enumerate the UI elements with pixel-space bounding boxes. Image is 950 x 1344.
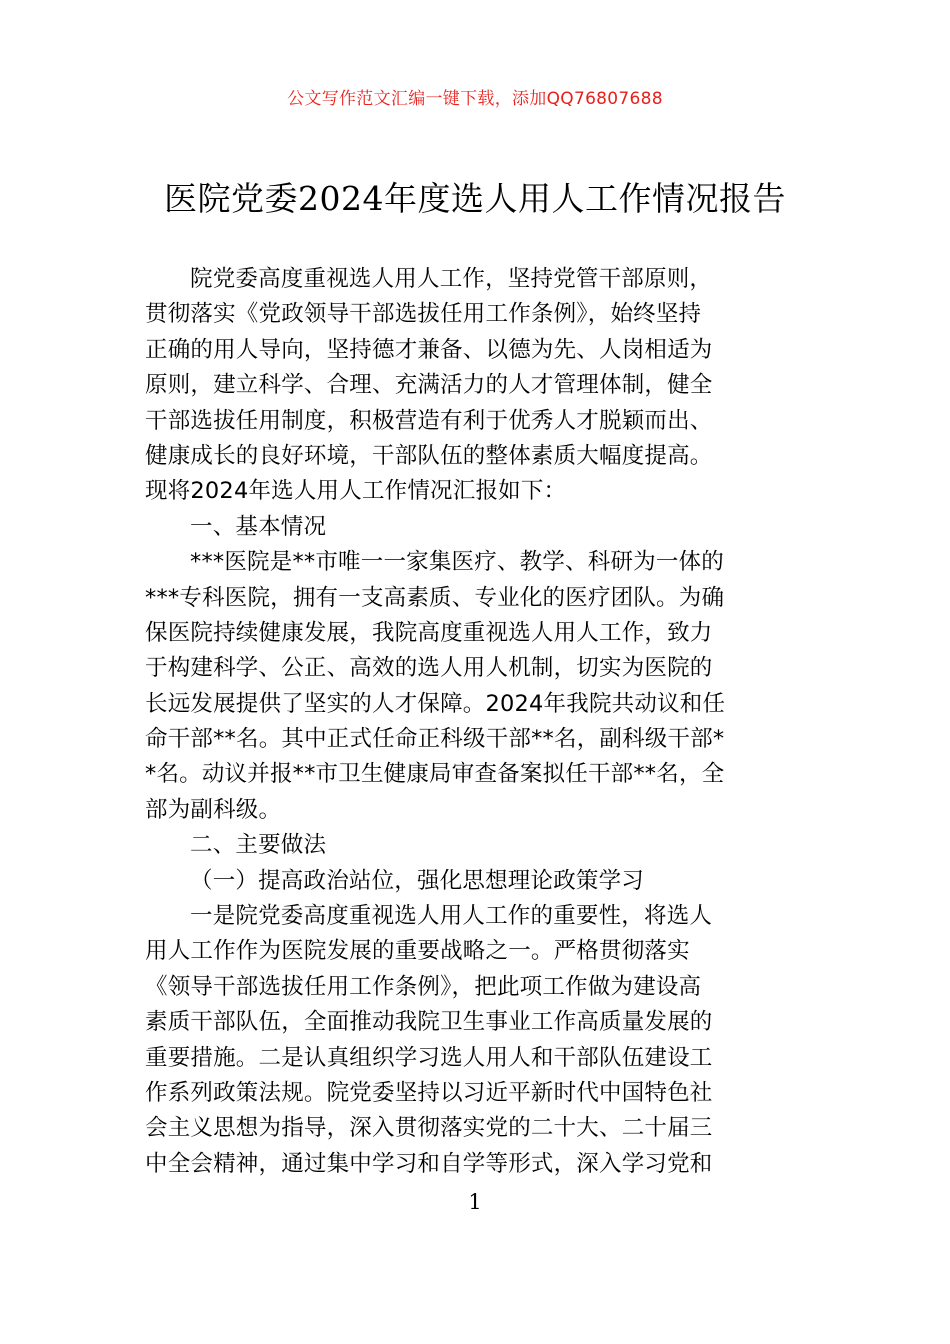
body-line: ***专科医院，拥有一支高素质、专业化的医疗团队。为确	[145, 584, 725, 611]
body-line: 于构建科学、公正、高效的选人用人机制，切实为医院的	[145, 655, 713, 682]
body-line: 现将2024年选人用人工作情况汇报如下：	[145, 478, 567, 505]
body-line: 命干部**名。其中正式任命正科级干部**名，副科级干部*	[145, 726, 725, 753]
page-number: 1	[468, 1190, 482, 1214]
body-line: *名。动议并报**市卫生健康局审查备案拟任干部**名，全	[145, 761, 725, 788]
body-line: 保医院持续健康发展，我院高度重视选人用人工作，致力	[145, 619, 713, 646]
body-line: 《领导干部选拔任用工作条例》，把此项工作做为建设高	[145, 973, 702, 1000]
body-line: 部为副科级。	[145, 796, 282, 823]
body-line: 二、主要做法	[190, 832, 327, 859]
body-line: （一）提高政治站位，强化思想理论政策学习	[190, 867, 645, 894]
body-line: 重要措施。二是认真组织学习选人用人和干部队伍建设工	[145, 1044, 713, 1071]
body-line: 正确的用人导向，坚持德才兼备、以德为先、人岗相适为	[145, 336, 713, 363]
body-line: 长远发展提供了坚实的人才保障。2024年我院共动议和任	[145, 690, 726, 717]
body-line: 一、基本情况	[190, 513, 327, 540]
body-line: 贯彻落实《党政领导干部选拔任用工作条例》，始终坚持	[145, 301, 702, 328]
body-line: 干部选拔任用制度，积极营造有利于优秀人才脱颖而出、	[145, 407, 713, 434]
body-line: 中全会精神，通过集中学习和自学等形式，深入学习党和	[145, 1150, 713, 1177]
document-body	[145, 262, 807, 1182]
body-line: 原则，建立科学、合理、充满活力的人才管理体制，健全	[145, 372, 713, 399]
header-note: 公文写作范文汇编一键下载，添加QQ76807688	[287, 89, 663, 109]
body-line: 用人工作作为医院发展的重要战略之一。严格贯彻落实	[145, 938, 690, 965]
body-line: ***医院是**市唯一一家集医疗、教学、科研为一体的	[190, 549, 724, 576]
body-line: 一是院党委高度重视选人用人工作的重要性，将选人	[190, 903, 713, 930]
body-line: 院党委高度重视选人用人工作，坚持党管干部原则，	[190, 266, 713, 292]
document-title: 医院党委2024年度选人用人工作情况报告	[164, 179, 786, 218]
body-line: 素质干部队伍，全面推动我院卫生事业工作高质量发展的	[145, 1009, 713, 1036]
body-line: 健康成长的良好环境，干部队伍的整体素质大幅度提高。	[145, 442, 713, 469]
body-line: 作系列政策法规。院党委坚持以习近平新时代中国特色社	[145, 1079, 713, 1106]
body-line: 会主义思想为指导，深入贯彻落实党的二十大、二十届三	[145, 1115, 713, 1142]
